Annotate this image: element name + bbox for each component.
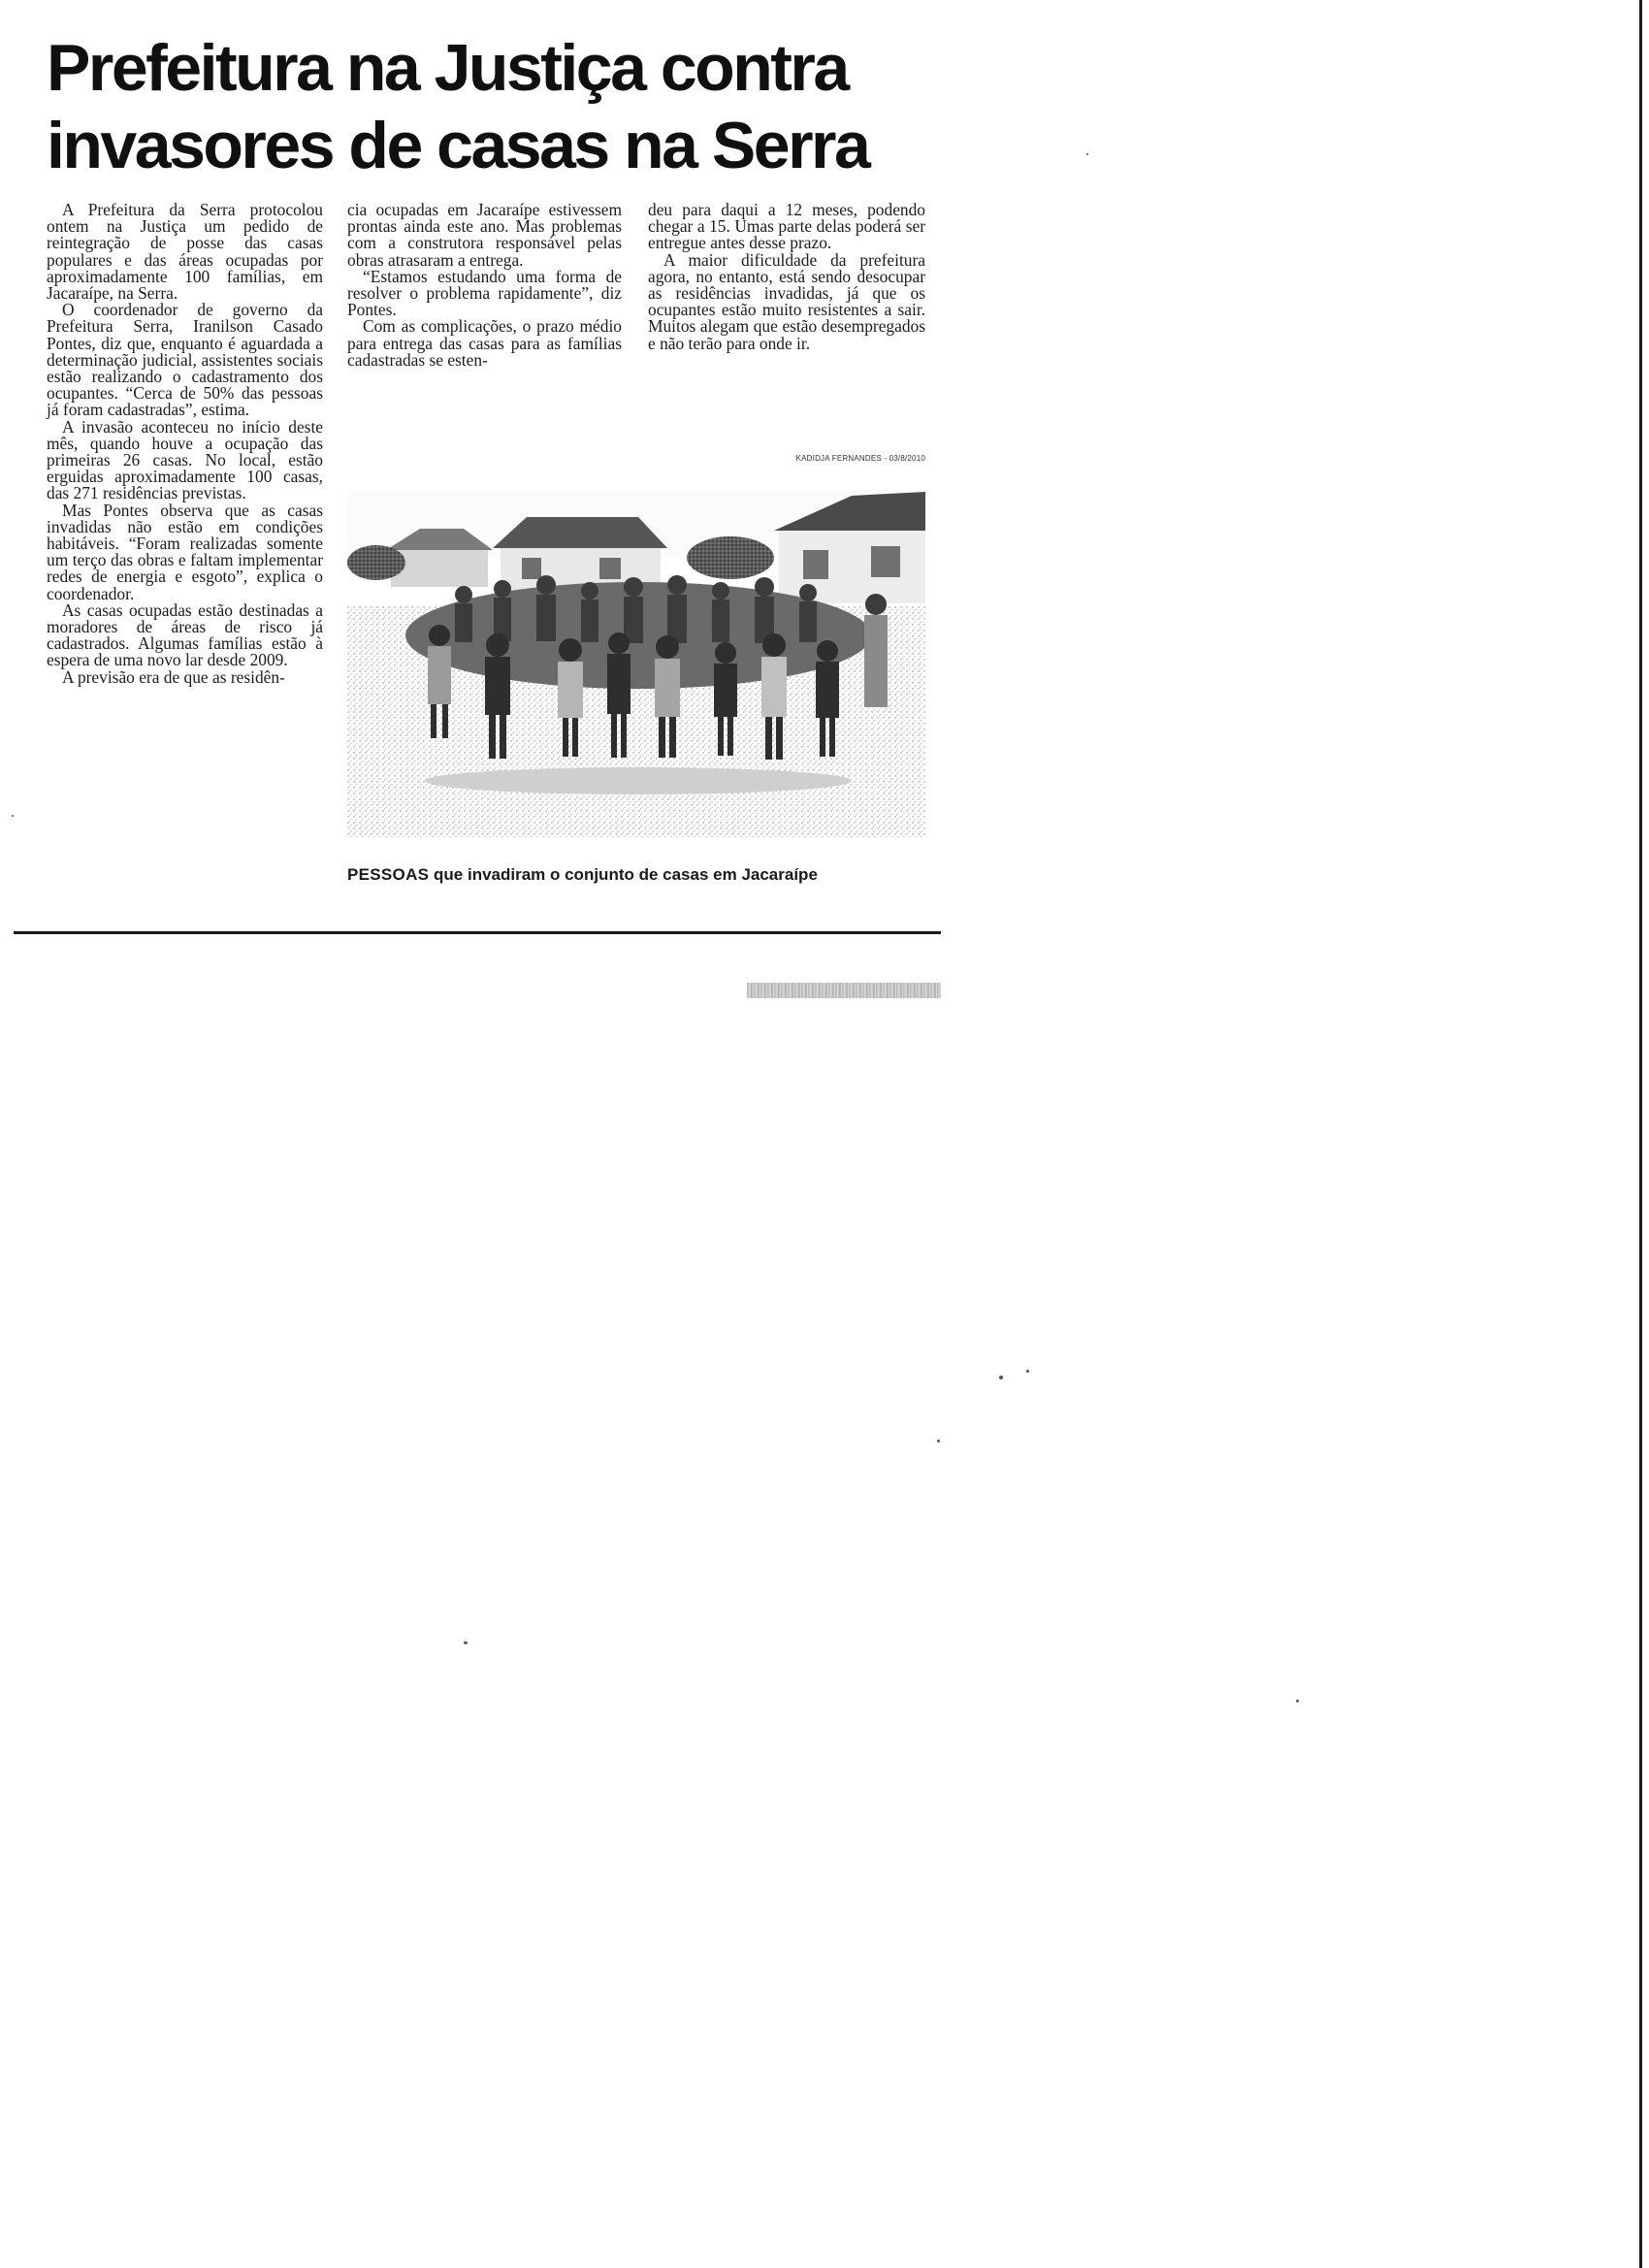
- scan-speck: [1296, 1700, 1299, 1702]
- photo-caption: [347, 865, 818, 885]
- photo-credit: KADIDJA FERNANDES - 03/8/2010: [795, 454, 925, 463]
- headline: Prefeitura na Justiça contra invasores de casas na Serra: [47, 31, 869, 182]
- scan-speck: [1026, 1370, 1029, 1373]
- article-column-2: [347, 202, 622, 369]
- scan-smudge: [747, 983, 941, 998]
- paragraph: As casas ocupadas estão destinadas a moradores de áreas de risco já cadastrados. Algumas famílias estão à espera de uma novo lar desde 2009.: [47, 599, 323, 670]
- article-column-1: [47, 202, 323, 686]
- scan-edge: [1639, 0, 1642, 2268]
- news-photo: [347, 490, 925, 837]
- scan-speck: [12, 815, 14, 817]
- paragraph: Mas Pontes observa que as casas invadidas não estão em condições habitáveis. “Foram realizadas somente um terço das obras e faltam implementar redes de energia e esgoto”, explica o coordenador.: [47, 500, 323, 603]
- caption-lead: PESSOAS: [347, 865, 430, 884]
- paragraph: A invasão aconteceu no início deste mês, quando houve a ocupação das primeiras 26 casas. No local, estão erguidas aproximadamente 100 casas, das 271 residências previstas.: [47, 416, 323, 503]
- article-column-3: [648, 202, 925, 352]
- paragraph: A previsão era de que as residên-: [62, 666, 285, 687]
- house-middle: [493, 517, 667, 592]
- paragraph: cia ocupadas em Jacaraípe estivessem prontas ainda este ano. Mas problemas com a construtora responsável pelas obras atrasaram a entrega.: [347, 200, 622, 270]
- paragraph: deu para daqui a 12 meses, podendo chegar a 15. Umas parte delas poderá ser entregue antes desse prazo.: [648, 200, 925, 253]
- scan-speck: [999, 1376, 1003, 1379]
- section-rule: [14, 931, 941, 934]
- paragraph: “Estamos estudando uma forma de resolver o problema rapidamente”, diz Pontes.: [347, 266, 622, 320]
- scan-speck: [937, 1440, 940, 1442]
- scan-speck: [1086, 153, 1088, 155]
- paragraph: O coordenador de governo da Prefeitura Serra, Iranilson Casado Pontes, diz que, enquanto é aguardada a determinação judicial, assistentes sociais estão realizando o cadastramento dos ocupantes. “Cerca de 50% das pessoas já foram cadastradas”, estima.: [47, 300, 323, 420]
- paragraph: Com as complicações, o prazo médio para entrega das casas para as famílias cadastradas se esten-: [347, 316, 622, 370]
- paragraph: A Prefeitura da Serra protocolou ontem na Justiça um pedido de reintegração de posse das casas populares e das áreas ocupadas por aproximadamente 100 famílias, em Jacaraípe, na Serra.: [47, 200, 323, 304]
- caption-text: que invadiram o conjunto de casas em Jacaraípe: [429, 865, 818, 884]
- scan-speck: [464, 1641, 468, 1644]
- paragraph: A maior dificuldade da prefeitura agora, no entanto, está sendo desocupar as residências invadidas, já que os ocupantes estão muito resistentes a sair. Muitos alegam que estão desempregados e não terão para onde ir.: [648, 249, 925, 353]
